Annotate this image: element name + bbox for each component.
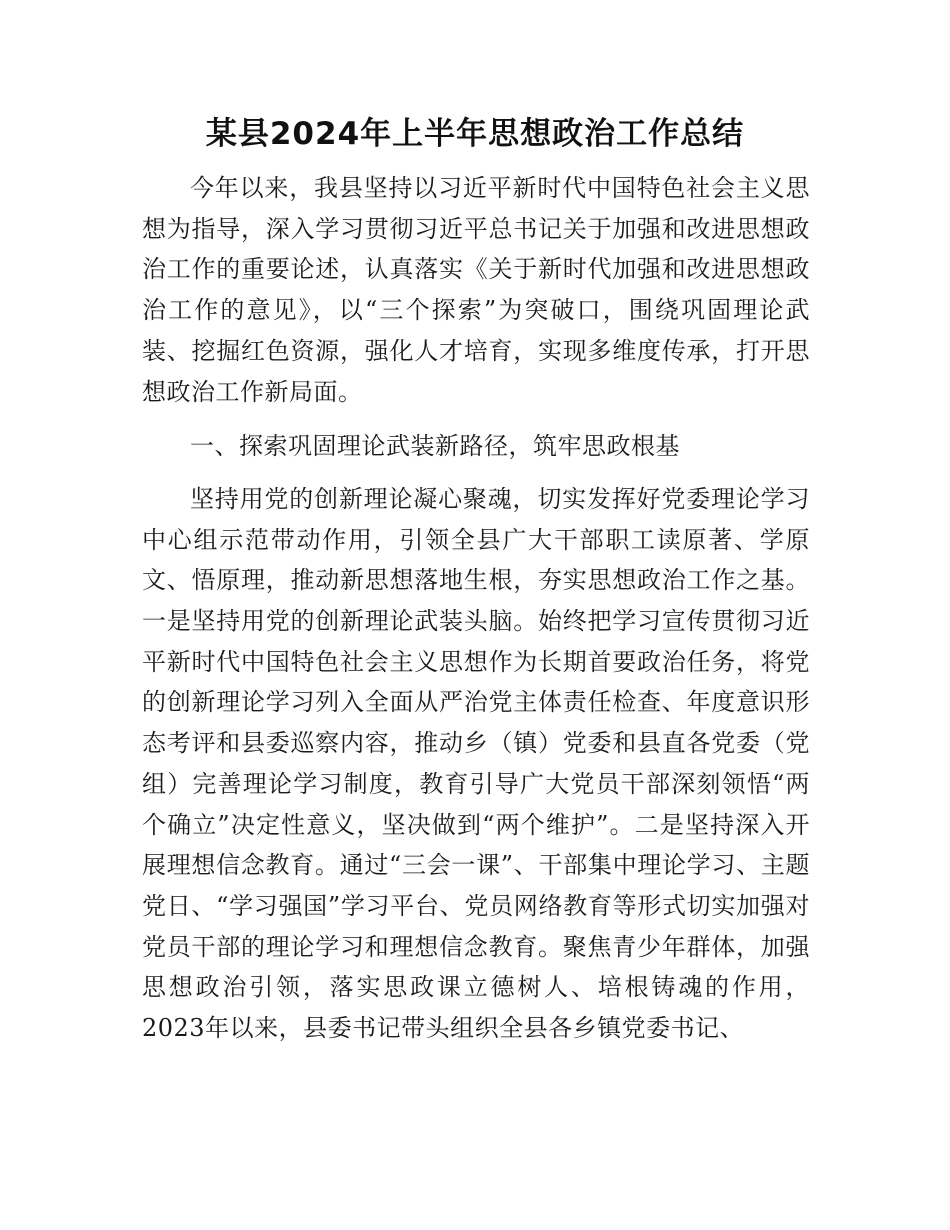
document-title: 某县2024年上半年思想政治工作总结 xyxy=(205,116,745,152)
section-heading: 一、探索巩固理论武装新路径，筑牢思政根基 xyxy=(190,432,680,461)
intro-paragraph: 今年以来，我县坚持以习近平新时代中国特色社会主义思想为指导，深入学习贯彻习近平总书记关于加强和改进思想政治工作的重要论述，认真落实《关于新时代加强和改进思想政治工作的意见》，以“三个探索”为突破口，围绕巩固理论武装、挖掘红色资源，强化人才培育，实现多维度传承，打开思想政治工作新局面。 xyxy=(142,174,810,406)
document-body xyxy=(142,168,810,1049)
section-paragraph: 坚持用党的创新理论凝心聚魂，切实发挥好党委理论学习中心组示范带动作用，引领全县广大干部职工读原著、学原文、悟原理，推动新思想落地生根，夯实思想政治工作之基。一是坚持用党的创新理论武装头脑。始终把学习宣传贯彻习近平新时代中国特色社会主义思想作为长期首要政治任务，将党的创新理论学习列入全面从严治党主体责任检查、年度意识形态考评和县委巡察内容，推动乡（镇）党委和县直各党委（党组）完善理论学习制度，教育引导广大党员干部深刻领悟“两个确立”决定性意义，坚决做到“两个维护”。二是坚持深入开展理想信念教育。通过“三会一课”、干部集中理论学习、主题党日、“学习强国”学习平台、党员网络教育等形式切实加强对党员干部的理论学习和理想信念教育。聚焦青少年群体，加强思想政治引领，落实思政课立德树人、培根铸魂的作用，2023年以来，县委书记带头组织全县各乡镇党委书记、 xyxy=(142,484,810,1043)
